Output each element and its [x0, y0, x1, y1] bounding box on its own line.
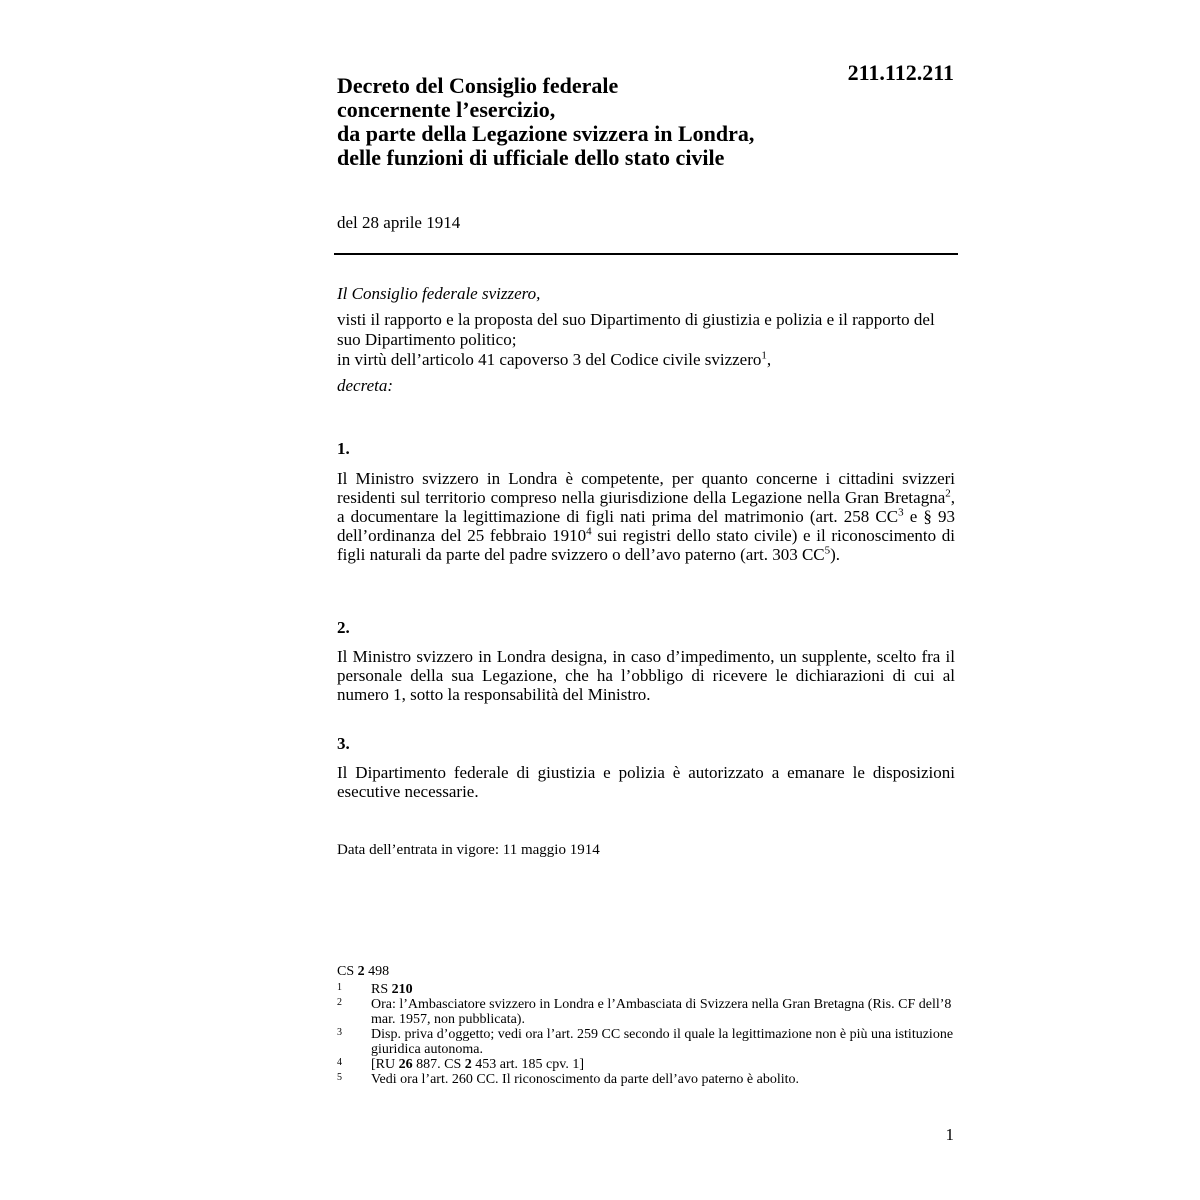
cs-page: 498	[364, 964, 390, 979]
article-3-number: 3.	[337, 734, 350, 753]
title-line: concernente l’esercizio,	[337, 97, 556, 122]
footnote	[337, 1057, 957, 1072]
footnotes	[337, 964, 957, 1087]
footnote-part: 453 art. 185 cpv. 1]	[471, 1057, 584, 1072]
footnote-part: [RU	[371, 1057, 399, 1072]
footnote	[337, 997, 957, 1027]
cs-volume: 2	[357, 964, 365, 979]
article-1-part: ).	[830, 545, 841, 564]
footnote-text	[371, 1057, 957, 1072]
footnote-bold: 2	[464, 1057, 472, 1072]
footnote-number: 5	[337, 1072, 342, 1083]
article-2-number: 2.	[337, 618, 350, 637]
footnote-ref: 3	[898, 506, 904, 519]
cs-prefix: CS	[337, 964, 358, 979]
title-line: da parte della Legazione svizzera in Londra,	[337, 121, 755, 146]
preamble-visti: visti il rapporto e la proposta del suo Dipartimento di giustizia e polizia e il rapporto del suo Dipartimento politico;	[337, 310, 935, 349]
footnote-bold: 210	[391, 982, 413, 997]
article-1-number: 1.	[337, 439, 350, 458]
footnote-ref: 4	[586, 525, 592, 538]
title-line: Decreto del Consiglio federale	[337, 73, 619, 98]
footnote-ref: 2	[945, 487, 951, 500]
sr-number: 211.112.211	[847, 60, 954, 85]
footnote-ref: 5	[824, 544, 831, 557]
footnote-text: Vedi ora l’art. 260 CC. Il riconoscimento da parte dell’avo paterno è abolito.	[371, 1072, 800, 1087]
legal-basis-text: in virtù dell’articolo 41 capoverso 3 del Codice civile svizzero	[337, 350, 762, 369]
article-1-part: e § 93 dell’ordinanza del 25 febbraio 1910	[337, 507, 955, 545]
article-2-text: Il Ministro svizzero in Londra designa, in caso d’impedimento, un supplente, scelto fra il personale della sua Legazione, che ha l’obbligo di ricevere le dichiarazioni di cui al numero 1, sotto la responsabilità del Ministro.	[337, 647, 955, 704]
page-number: 1	[945, 1125, 954, 1144]
footnote-text: Ora: l’Ambasciatore svizzero in Londra e l’Ambasciata di Svizzera nella Gran Bretagna (Ris. CF dell’8 mar. 1957, non pubblicata).	[371, 997, 952, 1027]
footnote	[337, 1072, 957, 1087]
footnote-part: 887. CS	[412, 1057, 465, 1072]
header-divider	[334, 253, 958, 255]
preamble-decreta: decreta:	[337, 376, 394, 395]
footnote-number: 3	[337, 1027, 342, 1038]
article-1-part: Il Ministro svizzero in Londra è competente, per quanto concerne i cittadini svizzeri residenti sul territorio compreso nella giurisdizione della Legazione nella Gran Bretagna	[337, 469, 955, 507]
decree-title	[337, 74, 837, 170]
footnote-part: RS	[371, 982, 392, 997]
footnote	[337, 1027, 957, 1057]
preamble-authority: Il Consiglio federale svizzero,	[337, 284, 541, 303]
footnote-number: 1	[337, 982, 342, 993]
entry-into-force: Data dell’entrata in vigore: 11 maggio 1914	[337, 842, 600, 858]
article-3-text: Il Dipartimento federale di giustizia e polizia è autorizzato a emanare le disposizioni esecutive necessarie.	[337, 763, 955, 801]
footnote-ref: 1	[761, 349, 767, 362]
decree-date: del 28 aprile 1914	[337, 213, 461, 232]
footnote-text: Disp. priva d’oggetto; vedi ora l’art. 259 CC secondo il quale la legittimazione non è più una istituzione giuridica autonoma.	[371, 1027, 954, 1057]
footnote-cs-reference	[337, 964, 957, 979]
article-1-part: , a documentare la legittimazione di figli nati prima del matrimonio (art. 258 CC	[337, 488, 955, 526]
footnote-number: 4	[337, 1057, 342, 1068]
article-1-text	[337, 469, 955, 564]
footnote-bold: 26	[398, 1057, 413, 1072]
footnote	[337, 982, 957, 997]
legal-basis-end: ,	[766, 350, 772, 369]
article-1-part: sui registri dello stato civile) e il riconoscimento di figli naturali da parte del padre svizzero o dell’avo paterno (art. 303 CC	[337, 526, 955, 564]
footnote-text	[371, 982, 957, 997]
preamble-legal-basis	[337, 350, 957, 370]
footnote-number: 2	[337, 997, 342, 1008]
title-line: delle funzioni di ufficiale dello stato civile	[337, 145, 725, 170]
preamble	[337, 284, 957, 396]
